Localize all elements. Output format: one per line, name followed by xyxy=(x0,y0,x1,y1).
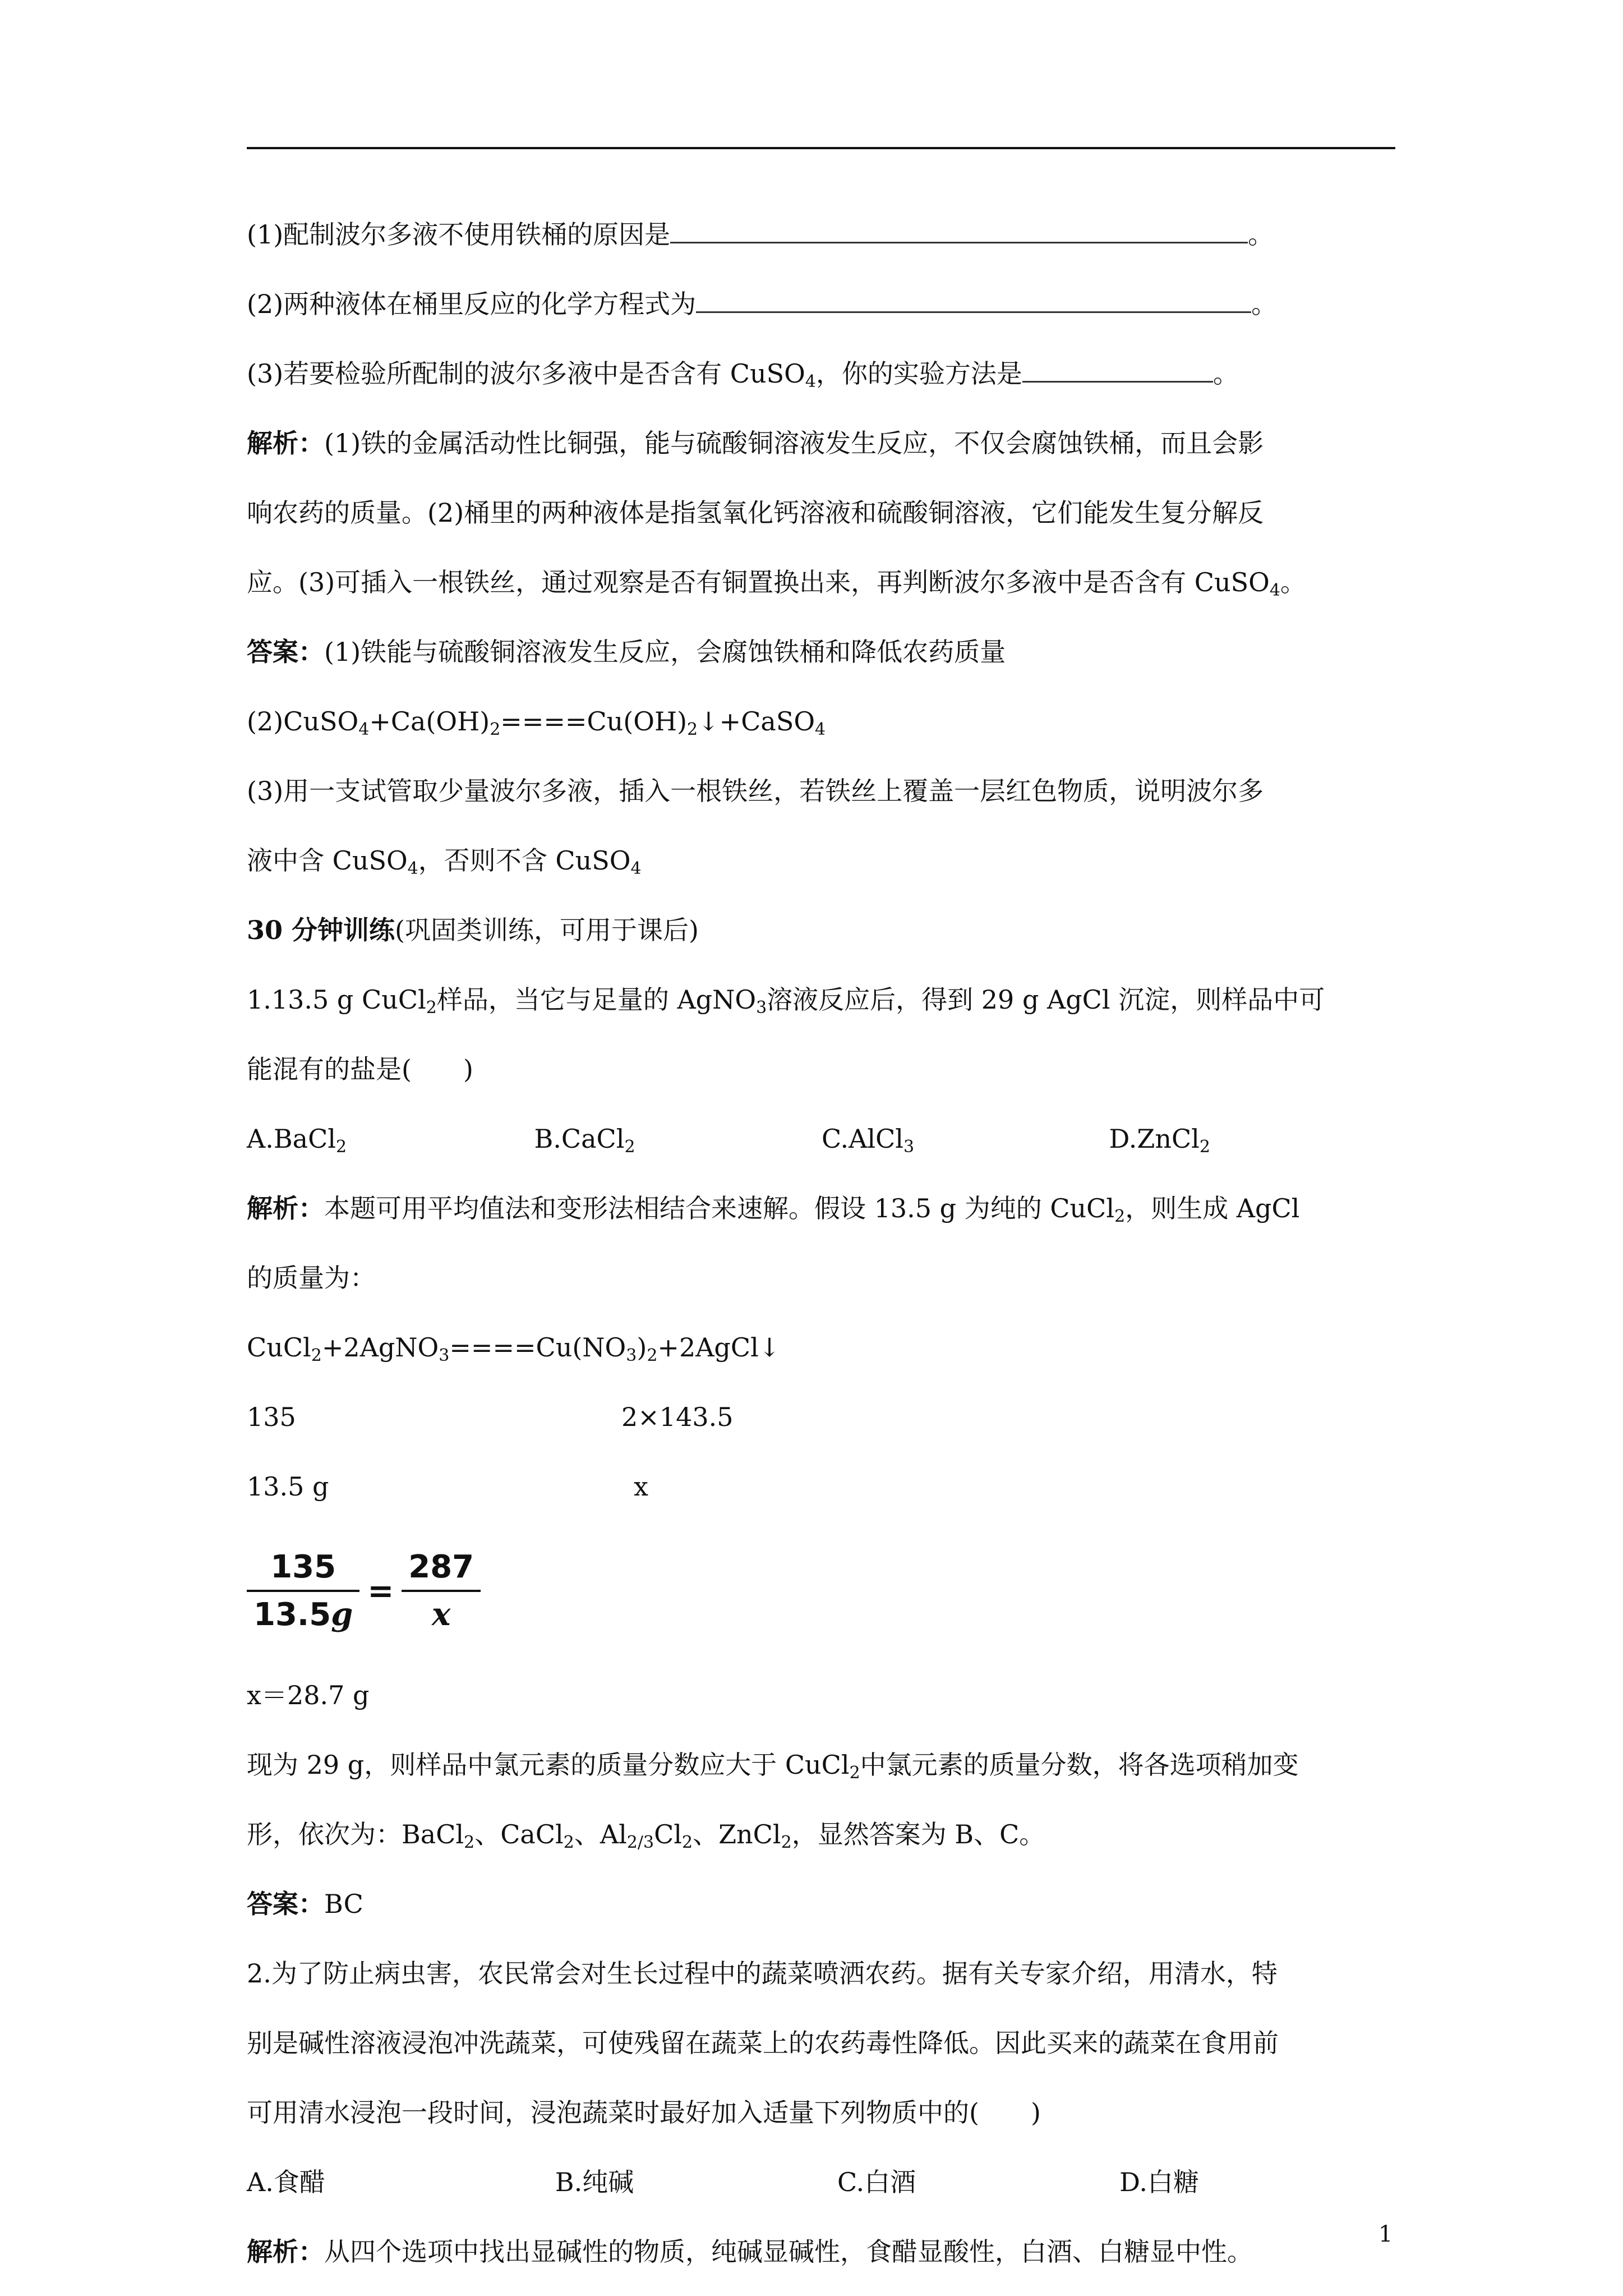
q2-analysis: 解析：从四个选项中找出显碱性的物质，纯碱显碱性，食醋显酸性，白酒、白糖显中性。 xyxy=(247,2237,1253,2267)
option-c: C.白酒 xyxy=(837,2167,916,2197)
fraction-left: $\frac{135}{13.5g}$ xyxy=(247,1545,359,1637)
fraction-right: $\frac{287}{x}$ xyxy=(402,1545,481,1637)
analysis-label: 解析： xyxy=(247,428,324,458)
analysis-line-2: 响农药的质量。(2)桶里的两种液体是指氢氧化钙溶液和硫酸铜溶液，它们能发生复分解反 xyxy=(247,498,1264,528)
q2-line-3: 可用清水浸泡一段时间，浸泡蔬菜时最好加入适量下列物质中的( ) xyxy=(247,2097,1041,2128)
answer-line-3: (3)用一支试管取少量波尔多液，插入一根铁丝，若铁丝上覆盖一层红色物质，说明波尔多 xyxy=(247,776,1264,806)
answer-line-1: 答案：(1)铁能与硫酸铜溶液发生反应，会腐蚀铁桶和降低农药质量 xyxy=(247,637,1006,667)
page-content xyxy=(247,200,1396,2286)
analysis-line-1: 解析：(1)铁的金属活动性比铜强，能与硫酸铜溶液发生反应，不仅会腐蚀铁桶，而且会影 xyxy=(247,428,1264,458)
molar-mass-row: 135 2×143.5 xyxy=(247,1402,734,1432)
question-line-1: (1)配制波尔多液不使用铁桶的原因是 。 xyxy=(247,200,1396,269)
section-heading xyxy=(247,895,1396,965)
analysis-line-3: 应。(3)可插入一根铁丝，通过观察是否有铜置换出来，再判断波尔多液中是否含有 CuSO$_4$。 xyxy=(247,567,1306,600)
answer-line-4: 液中含 CuSO$_4$，否则不含 CuSO$_4$ xyxy=(247,845,642,878)
question-text: (2)两种液体在桶里反应的化学方程式为 xyxy=(247,289,697,319)
q1-line-1: 1.13.5 g CuCl$_2$样品，当它与足量的 AgNO$_3$溶液反应后，得到 29 g AgCl 沉淀，则样品中可 xyxy=(247,984,1325,1018)
q1-reasoning-line-2: 形，依次为：BaCl$_2$、CaCl$_2$、$Al_{2/3}Cl_2$、ZnCl$_2$，显然答案为 B、C。 xyxy=(247,1819,1045,1852)
option-d: D.ZnCl$_2$ xyxy=(1109,1124,1210,1157)
answer-blank xyxy=(696,282,1251,313)
q1-line-2: 能混有的盐是( ) xyxy=(247,1054,473,1084)
chemical-equation: $CuCl_2+2AgNO_3====Cu(NO_3)_2+2AgCl↓$ xyxy=(247,1332,781,1365)
answer-blank xyxy=(670,213,1248,243)
section-title: 30 分钟训练 xyxy=(247,915,395,945)
option-d: D.白糖 xyxy=(1119,2167,1200,2197)
q2-line-1: 2.为了防止病虫害，农民常会对生长过程中的蔬菜喷洒农药。据有关专家介绍，用清水，特 xyxy=(247,1958,1278,1989)
question-text: (3)若要检验所配制的波尔多液中是否含有 CuSO xyxy=(247,358,805,389)
question-text: (1)配制波尔多液不使用铁桶的原因是 xyxy=(247,219,671,250)
q2-options xyxy=(247,2147,1396,2217)
analysis-label: 解析： xyxy=(247,1193,324,1223)
page-number: 1 xyxy=(1378,2221,1393,2247)
answer-blank xyxy=(1022,352,1213,383)
q2-line-2: 别是碱性溶液浸泡冲洗蔬菜，可使残留在蔬菜上的农药毒性降低。因此买来的蔬菜在食用前 xyxy=(247,2028,1279,2058)
question-line-2: (2)两种液体在桶里反应的化学方程式为 。 xyxy=(247,269,1396,339)
q1-options xyxy=(247,1104,1396,1174)
option-a: A.BaCl$_2$ xyxy=(247,1124,347,1157)
q1-reasoning-line-1: 现为 29 g，则样品中氯元素的质量分数应大于 CuCl$_2$中氯元素的质量分数，将各选项稍加变 xyxy=(247,1750,1299,1783)
q1-analysis-line-2: 的质量为： xyxy=(247,1263,376,1293)
result-line: x＝28.7 g xyxy=(247,1680,370,1710)
option-b: B.纯碱 xyxy=(555,2167,634,2197)
q1-answer: 答案：BC xyxy=(247,1889,363,1919)
answer-line-2: $(2)CuSO_4+Ca(OH)_2====Cu(OH)_2↓+CaSO_4$ xyxy=(247,706,826,739)
q1-analysis-line-1: 解析：本题可用平均值法和变形法相结合来速解。假设 13.5 g 为纯的 CuCl$_2$，则生成 AgCl xyxy=(247,1193,1300,1226)
question-line-3: (3)若要检验所配制的波尔多液中是否含有 CuSO$_4$，你的实验方法是 。 xyxy=(247,339,1396,408)
option-c: C.AlCl$_3$ xyxy=(822,1124,915,1157)
section-subtitle: (巩固类训练，可用于课后) xyxy=(395,915,699,945)
answer-label: 答案： xyxy=(247,1889,324,1919)
analysis-label: 解析： xyxy=(247,2237,324,2267)
option-a: A.食醋 xyxy=(247,2167,325,2197)
answer-label: 答案： xyxy=(247,637,324,667)
header-rule xyxy=(247,147,1395,149)
proportion-equation: $\frac{135}{13.5g}$ = $\frac{287}{x}$ xyxy=(247,1521,1396,1660)
option-b: B.CaCl$_2$ xyxy=(534,1124,635,1157)
mass-row: 13.5 g x xyxy=(247,1471,648,1502)
